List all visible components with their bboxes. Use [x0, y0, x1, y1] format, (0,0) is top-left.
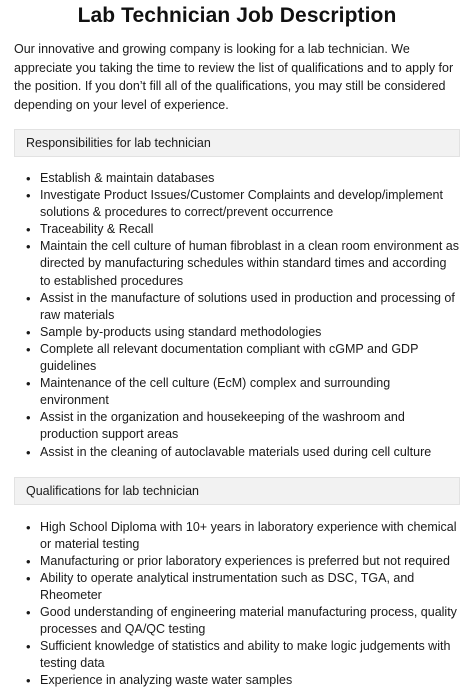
list-item: • Good understanding of engineering material manufacturing process, quality processes and QA/QC testing	[30, 604, 460, 638]
list-item: • Assist in the manufacture of solutions used in production and processing of raw materials	[30, 290, 460, 324]
list-item: • Maintenance of the cell culture (EcM) complex and surrounding environment	[30, 375, 460, 409]
list-item: • Sufficient knowledge of statistics and ability to make logic judgements with testing data	[30, 638, 460, 672]
list-item: • Maintain the cell culture of human fibroblast in a clean room environment as directed by manufacturing schedules within standard times and according to established procedures	[30, 238, 460, 289]
page-title: Lab Technician Job Description	[77, 4, 397, 27]
list-item: • Complete all relevant documentation compliant with cGMP and GDP guidelines	[30, 341, 460, 375]
responsibilities-heading: Responsibilities for lab technician	[14, 129, 460, 157]
list-item: • Establish & maintain databases	[30, 170, 460, 187]
list-item: • Manufacturing or prior laboratory experiences is preferred but not required	[30, 553, 460, 570]
list-item: • Traceability & Recall	[30, 221, 460, 238]
list-item: • Ability to operate analytical instrumentation such as DSC, TGA, and Rheometer	[30, 570, 460, 604]
list-item: • Sample by-products using standard methodologies	[30, 324, 460, 341]
list-item: • Assist in the organization and housekeeping of the washroom and production support areas	[30, 409, 460, 443]
list-item: • High School Diploma with 10+ years in laboratory experience with chemical or material testing	[30, 519, 460, 553]
list-item: • Assist in the cleaning of autoclavable materials used during cell culture	[30, 444, 460, 461]
intro-paragraph: Our innovative and growing company is looking for a lab technician. We appreciate you taking the time to review the list of qualifications and to apply for the position. If you don’t fill all of the qualifications, you may still be considered depending on your level of experience.	[14, 42, 454, 112]
responsibilities-list	[14, 170, 460, 461]
list-item: • Investigate Product Issues/Customer Complaints and develop/implement solutions & procedures to correct/prevent occurrence	[30, 187, 460, 221]
list-item: • Experience in analyzing waste water samples	[30, 672, 460, 689]
qualifications-heading: Qualifications for lab technician	[14, 477, 460, 505]
qualifications-list	[14, 519, 460, 690]
